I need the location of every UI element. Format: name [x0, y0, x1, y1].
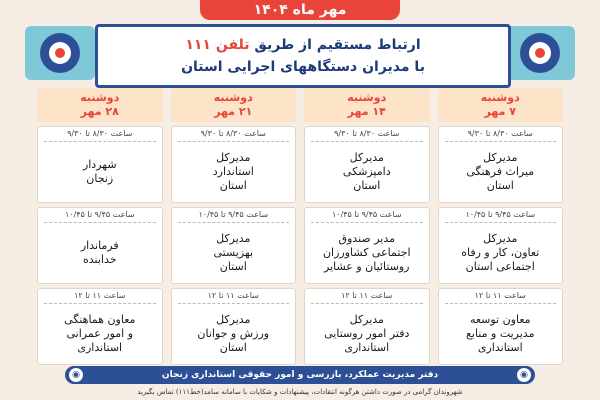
- schedule-cell: [438, 126, 564, 203]
- time-slot: ساعت ۹/۴۵ تا ۱۰/۴۵: [178, 208, 290, 223]
- footer-text: دفتر مدیریت عملکرد، بازرسی و امور حقوقی استانداری زنجان: [161, 370, 439, 380]
- time-slot: ساعت ۱۱ تا ۱۲: [44, 289, 156, 304]
- schedule-cell: [304, 126, 430, 203]
- time-slot: ساعت ۹/۴۵ تا ۱۰/۴۵: [44, 208, 156, 223]
- official-name: مدیرکل میراث فرهنگی استان: [466, 151, 535, 192]
- day-header: [438, 88, 564, 122]
- schedule-cell: [171, 207, 297, 284]
- time-slot: ساعت ۱۱ تا ۱۲: [178, 289, 290, 304]
- phone-highlight: تلفن ۱۱۱: [185, 37, 250, 53]
- header-line-2: با مدیران دستگاههای اجرایی استان: [181, 59, 425, 75]
- day-header: [171, 88, 297, 122]
- time-slot: ساعت ۸/۳۰ تا ۹/۳۰: [445, 127, 557, 142]
- ornament-icon: [20, 18, 100, 88]
- time-slot: ساعت ۸/۳۰ تا ۹/۳۰: [178, 127, 290, 142]
- footer-banner: [65, 366, 535, 384]
- emblem-icon: ◉: [517, 368, 531, 382]
- time-slot: ساعت ۹/۴۵ تا ۱۰/۴۵: [311, 208, 423, 223]
- official-name: مدیرکل استاندارد استان: [212, 151, 254, 192]
- header-banner: [95, 24, 511, 88]
- schedule-cell: [171, 288, 297, 365]
- time-slot: ساعت ۸/۳۰ تا ۹/۳۰: [44, 127, 156, 142]
- official-name: مدیرکل بهزیستی استان: [213, 232, 254, 273]
- schedule-table: [37, 88, 563, 365]
- schedule-cell: [37, 207, 163, 284]
- day-date: ۷ مهر: [484, 105, 516, 118]
- official-name: مدیرکل ورزش و جوانان استان: [197, 313, 270, 354]
- day-date: ۲۱ مهر: [214, 105, 253, 118]
- day-weekday: دوشنبه: [347, 91, 387, 104]
- ornament-icon: [500, 18, 580, 88]
- day-date: ۲۸ مهر: [80, 105, 119, 118]
- official-name: مدیر صندوق اجتماعی کشاورزان روستائیان و عشایر: [322, 232, 411, 273]
- official-name: مدیرکل دامپزشکی استان: [342, 151, 391, 192]
- emblem-icon: ◉: [69, 368, 83, 382]
- official-name: مدیرکل تعاون، کار و رفاه اجتماعی استان: [461, 232, 540, 273]
- time-slot: ساعت ۹/۴۵ تا ۱۰/۴۵: [445, 208, 557, 223]
- page-title: مهر ماه ۱۴۰۴: [200, 0, 400, 20]
- citizen-note: شهروندان گرامی در صورت داشتن هرگونه انتقادات، پیشنهادات و شکایات با سامانه سامد(خط۱۱۱) تماس بگیرید: [137, 388, 463, 396]
- day-header: [37, 88, 163, 122]
- official-name: شهردار زنجان: [82, 158, 117, 185]
- schedule-cell: [171, 126, 297, 203]
- time-slot: ساعت ۸/۳۰ تا ۹/۳۰: [311, 127, 423, 142]
- schedule-cell: [438, 207, 564, 284]
- day-weekday: دوشنبه: [80, 91, 120, 104]
- official-name: مدیرکل دفتر امور روستایی استانداری: [324, 313, 410, 354]
- schedule-cell: [438, 288, 564, 365]
- time-slot: ساعت ۱۱ تا ۱۲: [445, 289, 557, 304]
- day-date: ۱۴ مهر: [347, 105, 386, 118]
- time-slot: ساعت ۱۱ تا ۱۲: [311, 289, 423, 304]
- schedule-cell: [37, 126, 163, 203]
- official-name: فرماندار خدابنده: [80, 239, 119, 266]
- official-name: معاون توسعه مدیریت و منابع استانداری: [466, 313, 535, 354]
- schedule-cell: [304, 207, 430, 284]
- official-name: معاون هماهنگی و امور عمرانی استانداری: [64, 313, 136, 354]
- schedule-cell: [37, 288, 163, 365]
- header-text: ارتباط مستقیم از طریق: [249, 37, 421, 53]
- schedule-cell: [304, 288, 430, 365]
- day-weekday: دوشنبه: [480, 91, 520, 104]
- day-weekday: دوشنبه: [213, 91, 253, 104]
- day-header: [304, 88, 430, 122]
- header-line-1: [181, 34, 425, 56]
